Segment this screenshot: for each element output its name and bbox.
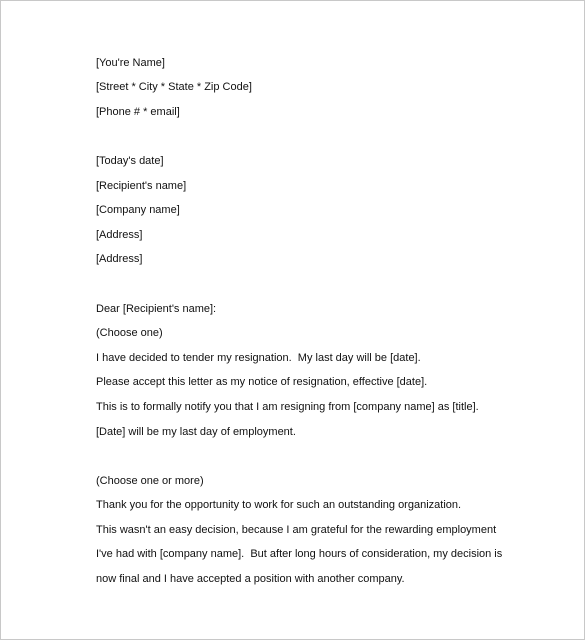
salutation: Dear [Recipient's name]: bbox=[96, 303, 217, 315]
sender-contact: [Phone # * email] bbox=[96, 106, 180, 118]
recipient-name: [Recipient's name] bbox=[96, 180, 187, 192]
section-2-line: now final and I have accepted a position with another company. bbox=[96, 573, 405, 585]
recipient-address-line-1: [Address] bbox=[96, 229, 143, 241]
section-2-heading: (Choose one or more) bbox=[96, 475, 204, 487]
sender-name: [You're Name] bbox=[96, 57, 165, 69]
letter-date: [Today's date] bbox=[96, 155, 164, 167]
section-2-line: This wasn't an easy decision, because I am grateful for the rewarding employment bbox=[96, 524, 497, 536]
section-2-line: Thank you for the opportunity to work for such an outstanding organization. bbox=[96, 499, 462, 511]
section-1-option: Please accept this letter as my notice of resignation, effective [date]. bbox=[96, 376, 428, 388]
recipient-company: [Company name] bbox=[96, 204, 180, 216]
recipient-address-line-2: [Address] bbox=[96, 253, 143, 265]
section-1-heading: (Choose one) bbox=[96, 327, 163, 339]
sender-address: [Street * City * State * Zip Code] bbox=[96, 81, 252, 93]
section-1-option: I have decided to tender my resignation. My last day will be [date]. bbox=[96, 352, 421, 364]
section-1-option: [Date] will be my last day of employment. bbox=[96, 426, 296, 438]
section-2-line: I've had with [company name]. But after long hours of consideration, my decision is bbox=[96, 548, 503, 560]
section-1-option: This is to formally notify you that I am resigning from [company name] as [title]. bbox=[96, 401, 479, 413]
